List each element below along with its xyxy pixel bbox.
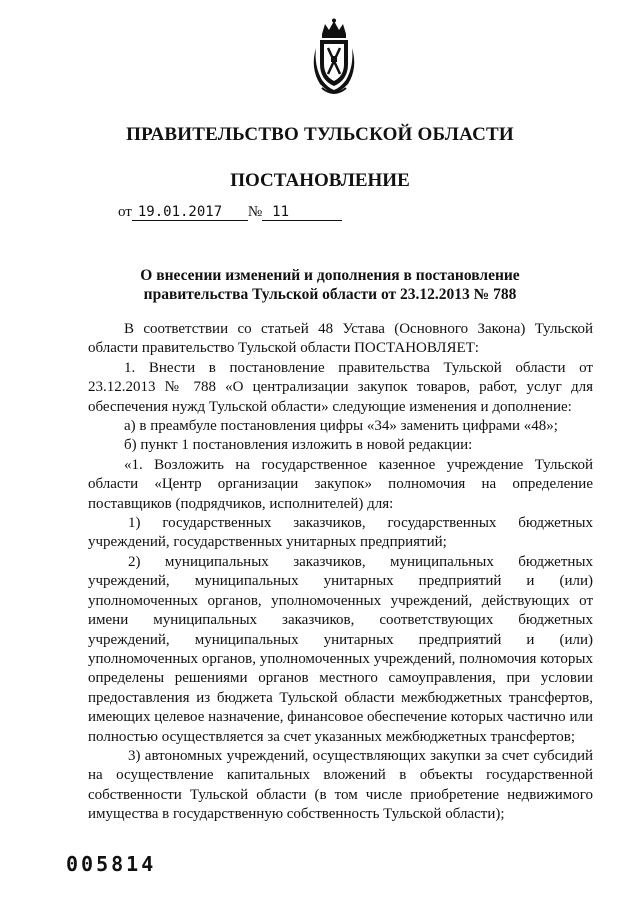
subject-line: правительства Тульской области от 23.12.2013 № 788 xyxy=(143,286,517,303)
paragraph-preamble: В соответствии со статьей 48 Устава (Основного Закона) Тульской области правительство Тульской области ПОСТАНОВЛЯЕТ: xyxy=(88,321,593,357)
paragraph-subitem-1: 1) государственных заказчиков, государственных бюджетных учреждений, государственных унитарных предприятий; xyxy=(88,515,593,551)
document-body xyxy=(88,320,593,825)
document-date: 19.01.2017 xyxy=(132,205,248,221)
paragraph-item-a: а) в преамбуле постановления цифры «34» заменить цифрами «48»; xyxy=(124,418,558,435)
coat-of-arms-icon xyxy=(308,18,360,98)
date-number-line xyxy=(118,204,342,221)
paragraph-item-b: б) пункт 1 постановления изложить в новой редакции: xyxy=(124,437,473,454)
paragraph-subitem-3: 3) автономных учреждений, осуществляющих закупки за счет субсидий на осуществление капитальных вложений в объекты государственной собственности Тульской области (в том числе приобретение недвижимого имущества в государственную собственность Тульской области); xyxy=(88,747,593,823)
paragraph-subitem-2: 2) муниципальных заказчиков, муниципальных бюджетных учреждений, муниципальных унитарных предприятий и (или) уполномоченных органов, уполномоченных учреждений, действующих от имени муниципальных заказчиков, соответствующих бюджетных учреждений, муниципальных унитарных предприятий и (или) уполномоченных органов, уполномоченных учреждений, полномочия которых определены решениями органов местного самоуправления, при условии предоставления из бюджета Тульской области межбюджетных трансфертов, имеющих целевое назначение, финансовое обеспечение которых частично или полностью осуществляется за счет указанных межбюджетных трансфертов; xyxy=(88,553,593,745)
serial-number-stamp: 005814 xyxy=(66,852,157,876)
subject-line: О внесении изменений и дополнения в постановление xyxy=(140,267,520,284)
number-label: № xyxy=(247,204,263,220)
document-number: 11 xyxy=(262,205,342,221)
from-label: от xyxy=(118,204,132,220)
paragraph-item-1: 1. Внести в постановление правительства Тульской области от 23.12.2013 № 788 «О централизации закупок товаров, работ, услуг для обеспечения нужд Тульской области» следующие изменения и дополнение: xyxy=(88,359,593,415)
paragraph-new-clause-1: «1. Возложить на государственное казенное учреждение Тульской области «Центр организации закупок» полномочия на определение поставщиков (подрядчиков, исполнителей) для: xyxy=(88,456,593,512)
document-type-title: ПОСТАНОВЛЕНИЕ xyxy=(230,170,410,191)
document-subject xyxy=(100,266,560,304)
government-title: ПРАВИТЕЛЬСТВО ТУЛЬСКОЙ ОБЛАСТИ xyxy=(126,124,514,145)
